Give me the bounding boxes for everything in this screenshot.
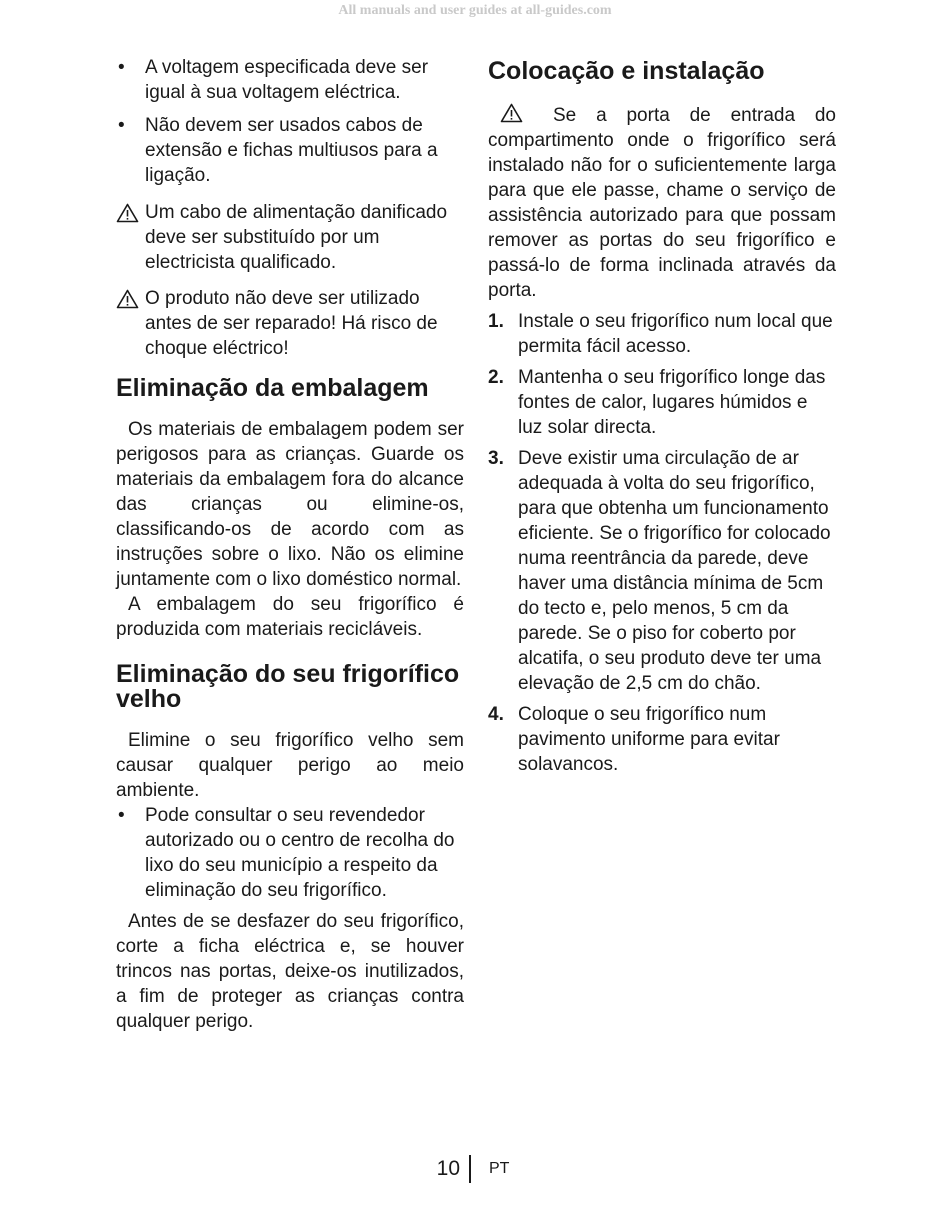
- step-text: Mantenha o seu frigorífico longe das fontes de calor, lugares húmidos e luz solar directa.: [518, 367, 826, 438]
- old-fridge-paragraph: Elimine o seu frigorífico velho sem causar qualquer perigo ao meio ambiente.: [116, 730, 464, 801]
- list-item: [488, 309, 836, 359]
- step-number: 3.: [488, 448, 504, 469]
- installation-warning-text: Se a porta de entrada do compartimento onde o frigorífico será instalado não for o suficientemente larga para que ele passe, chame o serviço de assistência autorizado para que possam remover as portas do seu frigorífico e passá-lo de forma inclinada através da porta.: [488, 105, 836, 301]
- list-item: [488, 365, 836, 440]
- section-heading-packaging: Eliminação da embalagem: [116, 374, 429, 402]
- old-fridge-paragraph: Antes de se desfazer do seu frigorífico, corte a ficha eléctrica e, se houver trincos nas portas, deixe-os inutilizados, a fim de proteger as crianças contra qualquer perigo.: [116, 911, 464, 1032]
- warning-item: [116, 286, 464, 361]
- step-number: 2.: [488, 367, 504, 388]
- bullet-icon: •: [118, 805, 125, 826]
- step-text: Instale o seu frigorífico num local que permita fácil acesso.: [518, 311, 833, 357]
- list-item: [488, 702, 836, 777]
- page-footer: [0, 1155, 950, 1185]
- section-heading-installation: Colocação e instalação: [488, 57, 765, 85]
- bullet-icon: •: [118, 115, 125, 136]
- warning-triangle-icon: [116, 200, 145, 275]
- left-column: [116, 55, 464, 1034]
- step-text: Coloque o seu frigorífico num pavimento uniforme para evitar solavancos.: [518, 704, 780, 775]
- bullet-text: Pode consultar o seu revendedor autorizado ou o centro de recolha do lixo do seu município a respeito da eliminação do seu frigorífico.: [145, 805, 455, 901]
- warning-text: Um cabo de alimentação danificado deve ser substituído por um electricista qualificado.: [145, 202, 448, 273]
- bullet-text: A voltagem especificada deve ser igual à sua voltagem eléctrica.: [145, 57, 429, 103]
- warning-item: [116, 200, 464, 275]
- bullet-text: Não devem ser usados cabos de extensão e fichas multiusos para a ligação.: [145, 115, 438, 186]
- footer-divider: [469, 1155, 471, 1183]
- bullet-item: [116, 55, 464, 105]
- installation-warning-paragraph: [488, 103, 836, 303]
- watermark: All manuals and user guides at all-guides.com: [338, 3, 612, 18]
- bullet-item: [116, 113, 464, 188]
- right-column: [488, 55, 836, 783]
- step-number: 4.: [488, 704, 504, 725]
- bullet-item: [116, 803, 464, 903]
- list-item: [488, 446, 836, 696]
- warning-triangle-icon: [116, 286, 145, 361]
- section-heading-old-fridge: Eliminação do seu frigorífico velho: [116, 660, 460, 713]
- step-number: 1.: [488, 311, 504, 332]
- warning-triangle-icon: [500, 103, 523, 123]
- page-number: 10: [436, 1157, 460, 1180]
- language-code: PT: [489, 1160, 510, 1177]
- warning-text: O produto não deve ser utilizado antes de ser reparado! Há risco de choque eléctrico!: [145, 288, 438, 359]
- step-text: Deve existir uma circulação de ar adequada à volta do seu frigorífico, para que obtenha um funcionamento eficiente. Se o frigorífico for colocado numa reentrância da parede, deve haver uma distância mínima de 5cm do tecto e, pelo menos, 5 cm da parede. Se o piso for coberto por alcatifa, o seu produto deve ter uma elevação de 2,5 cm do chão.: [518, 448, 831, 694]
- packaging-paragraph: Os materiais de embalagem podem ser perigosos para as crianças. Guarde os materiais da embalagem fora do alcance das crianças ou elimine-os, classificando-os de acordo com as instruções sobre o lixo. Não os elimine juntamente com o lixo doméstico normal.: [116, 419, 464, 590]
- packaging-paragraph: A embalagem do seu frigorífico é produzida com materiais recicláveis.: [116, 594, 464, 640]
- bullet-icon: •: [118, 57, 125, 78]
